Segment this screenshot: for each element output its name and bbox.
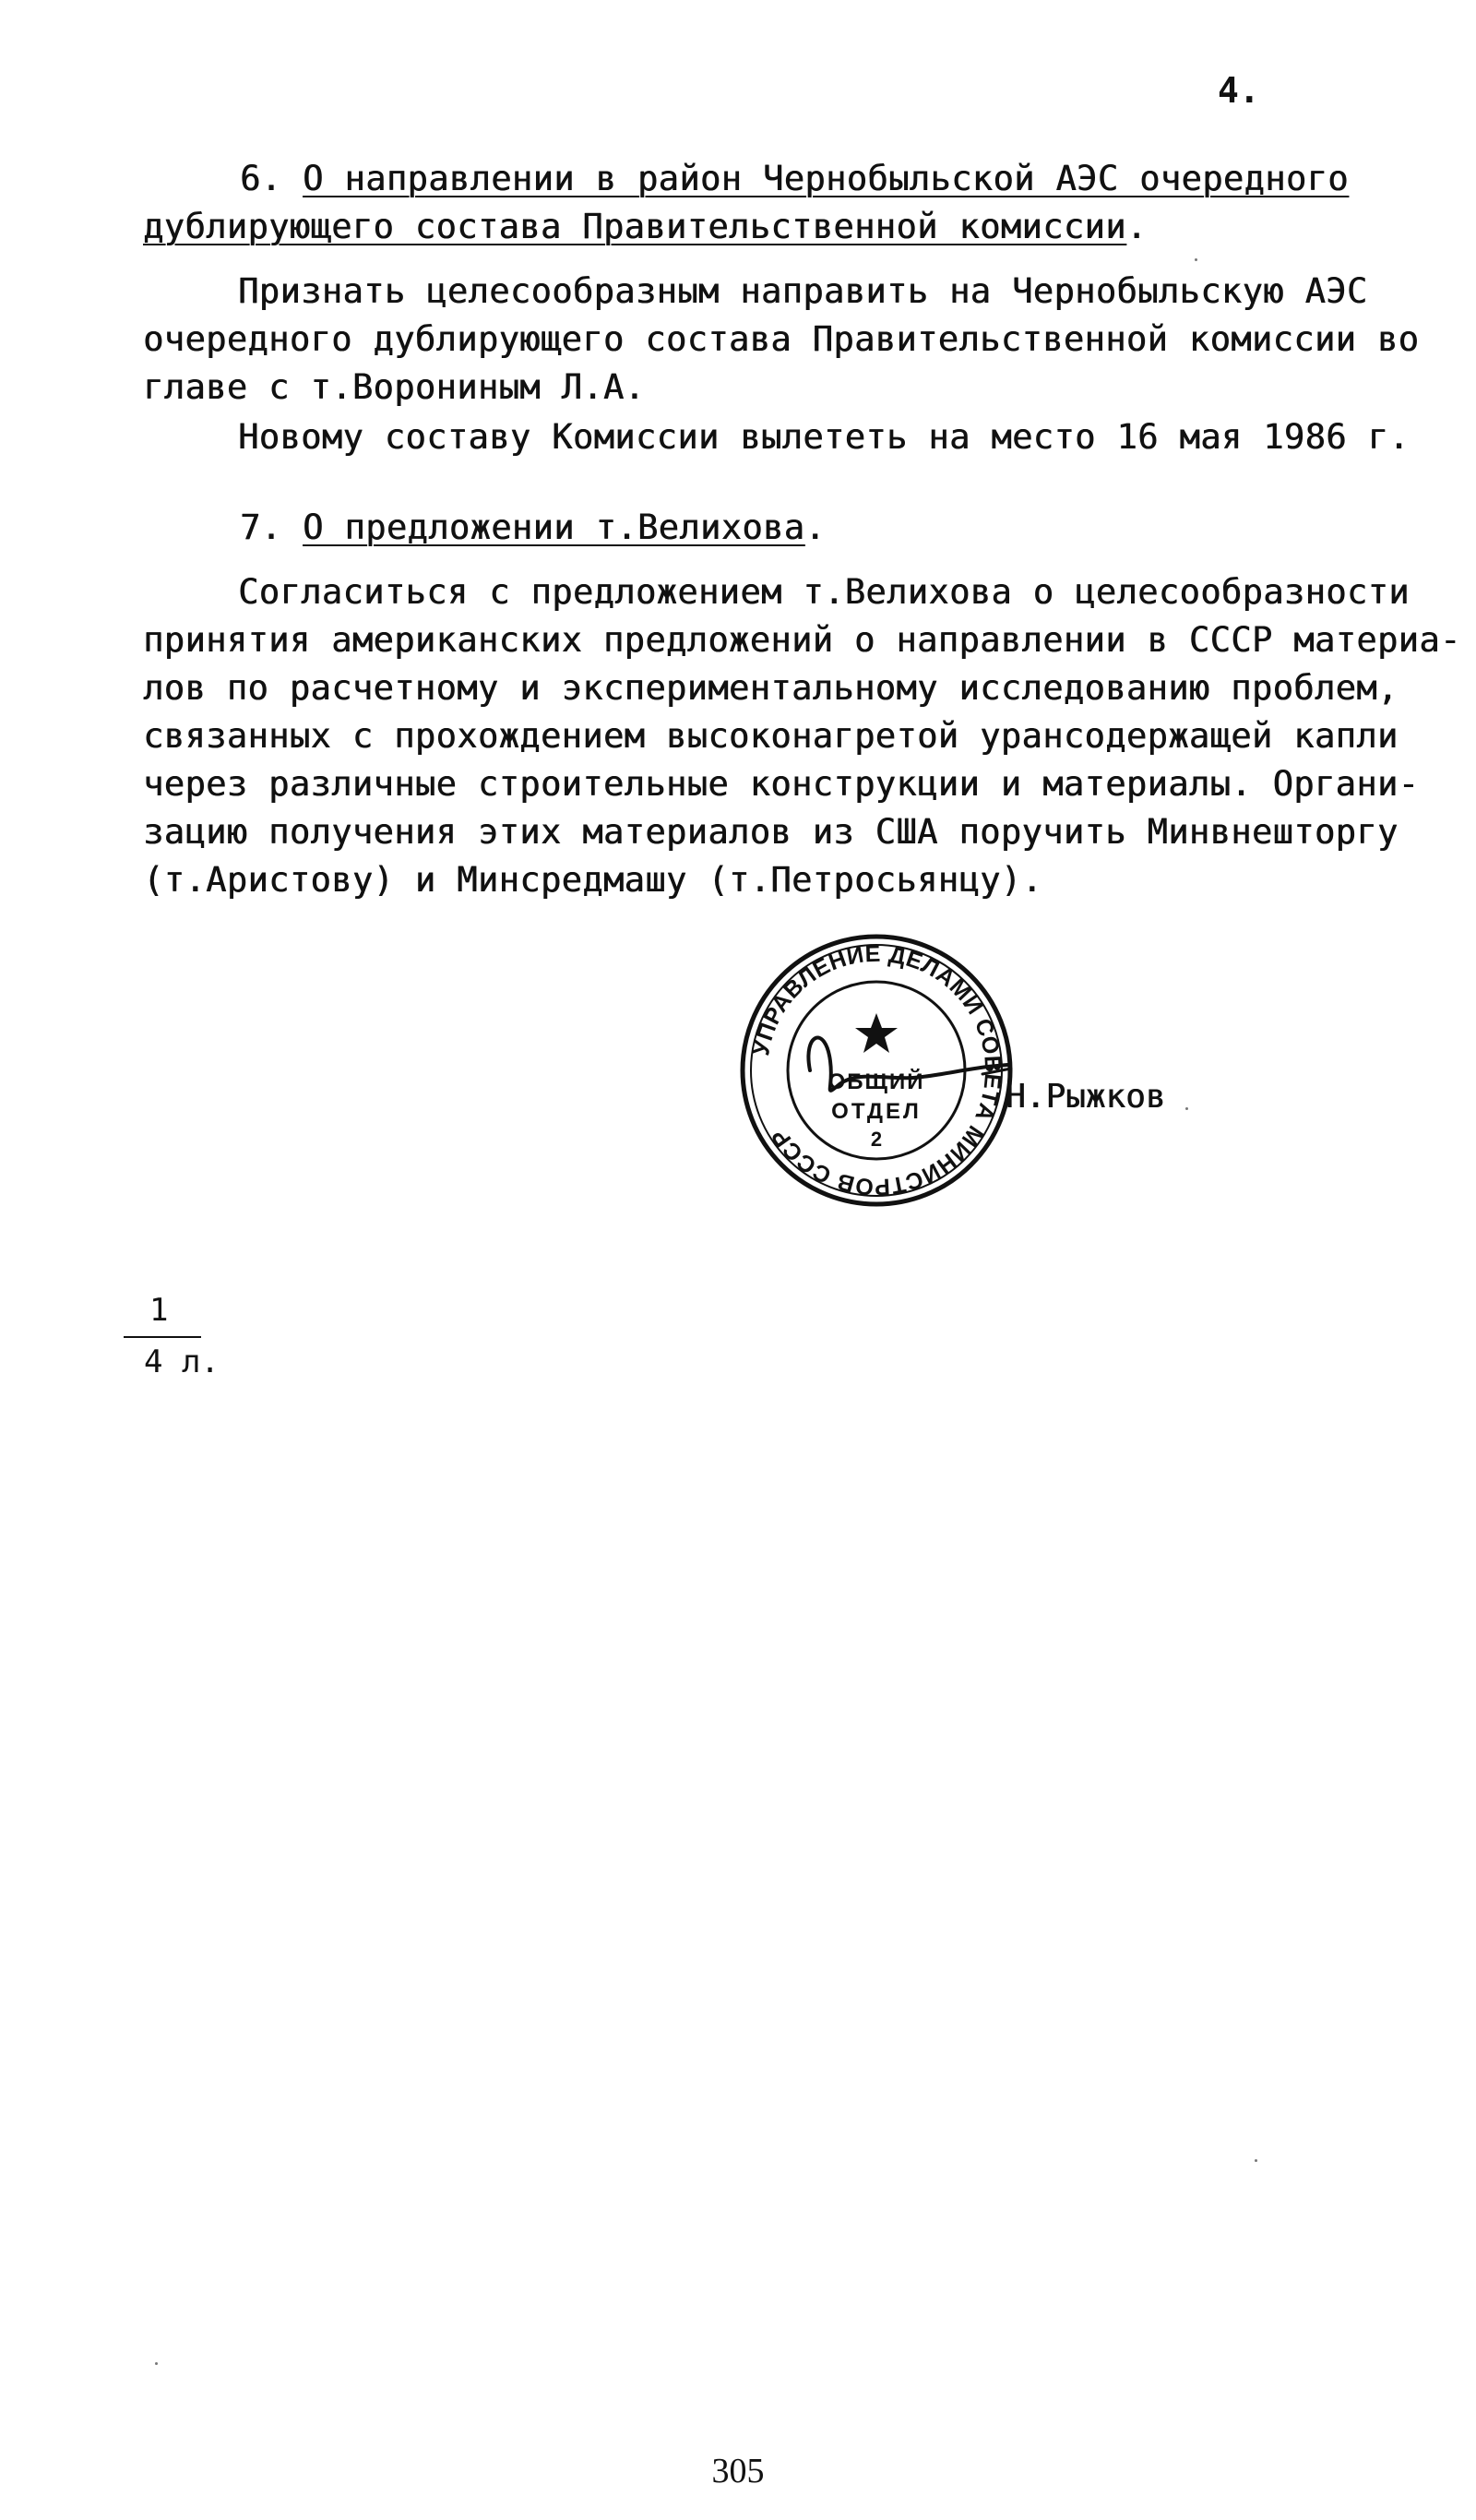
seal-ring-textpath: УПРАВЛЕНИЕ ДЕЛАМИ СОВЕТА МИНИСТРОВ СССР [748,940,1006,1200]
fraction-numerator: 1 [149,1292,169,1329]
section-6-heading-text-1: О направлении в район Чернобыльской АЭС очередного [303,159,1349,198]
section-6-para-1-line-1: Признать целесообразным направить на Чернобыльскую АЭС [238,271,1368,311]
signatory-name: Н.Рыжков [1006,1078,1166,1116]
star-icon [855,1013,898,1053]
scan-speck [1255,2159,1257,2162]
section-7-number: 7. [240,508,282,547]
seal-center-line-1: ОБЩИЙ [827,1069,925,1094]
section-6-para-1-line-3: главе с т.Ворониным Л.А. [143,367,646,407]
section-7-para-line-6: зацию получения этих материалов из США поручить Минвнешторгу [143,812,1399,852]
section-7-para-line-5: через различные строительные конструкции и материалы. Органи- [143,764,1420,804]
section-7-heading: 7. О предложении т.Велихова. [240,508,826,547]
section-7-para-line-7: (т.Аристову) и Минсредмашу (т.Петросьянцу). [143,860,1043,900]
section-6-number: 6. [240,159,282,198]
fraction-denominator: 4 л. [144,1344,220,1380]
official-seal [738,932,1015,1209]
section-7-para-line-4: связанных с прохождением высоконагретой урансодержащей капли [143,716,1399,756]
fraction-bar [124,1336,201,1338]
section-7-heading-text: О предложении т.Велихова [303,508,805,547]
scan-speck [1185,1107,1188,1110]
section-6-para-2-line-1: Новому составу Комиссии вылететь на место 16 мая 1986 г. [238,417,1410,457]
page-number: 4. [1218,70,1260,111]
section-6-para-1-line-2: очередного дублирующего состава Правительственной комиссии во [143,319,1420,359]
section-7-para-line-2: принятия американских предложений о направлении в СССР материа- [143,620,1461,660]
section-6-heading-line-2: дублирующего состава Правительственной комиссии. [143,207,1148,246]
section-6-heading-line-1 [240,159,1349,198]
section-6-heading-text-2: дублирующего состава Правительственной комиссии [143,207,1126,246]
section-7-para-line-3: лов по расчетному и экспериментальному исследованию проблем, [143,668,1399,708]
seal-center-number: 2 [870,1128,883,1151]
seal-center-line-2: ОТДЕЛ [831,1099,922,1124]
scan-speck [155,2362,158,2365]
scan-speck [1195,258,1197,261]
section-7-para-line-1: Согласиться с предложением т.Велихова о целесообразности [238,572,1410,612]
folio-page-number: 305 [711,2452,765,2490]
sheet-count-fraction [124,1292,234,1393]
